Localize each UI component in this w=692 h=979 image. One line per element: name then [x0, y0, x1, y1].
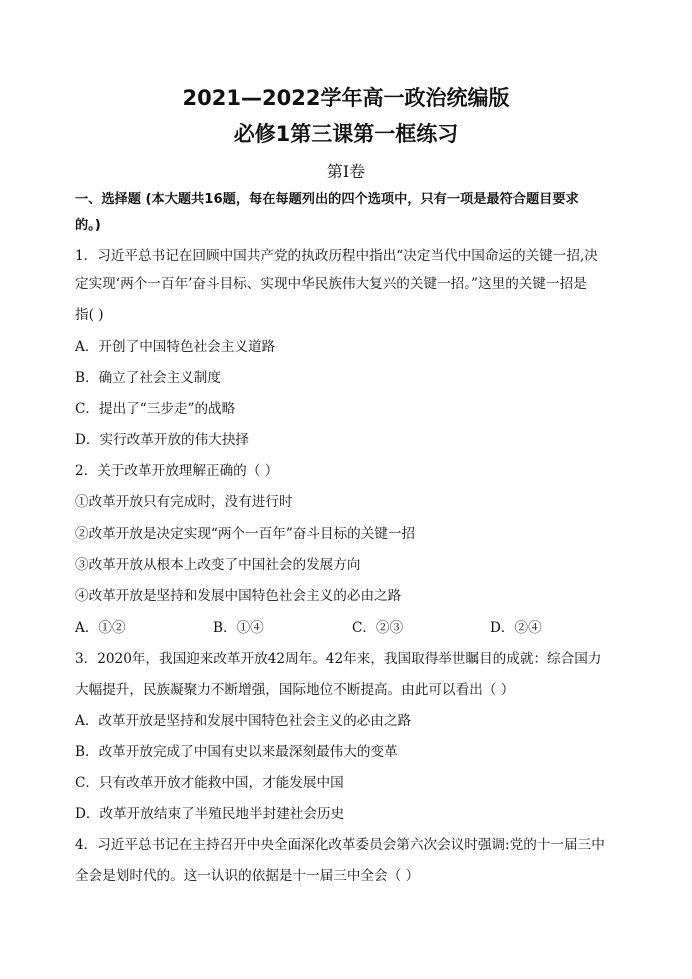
q2-choice-c: C．②③ [352, 620, 404, 636]
q3-option-a: A．改革开放是坚持和发展中国特色社会主义的必由之路 [75, 713, 412, 729]
q2-choice-a: A．①② [75, 620, 126, 636]
volume-label: 第Ⅰ卷 [326, 162, 366, 181]
q1-option-b: B．确立了社会主义制度 [75, 370, 221, 386]
section-heading-line-1: 一、选择题 (本大题共16题，每在每题列出的四个选项中，只有一项是最符合题目要求 [75, 192, 579, 207]
q4-stem-line-2: 全会是划时代的。这一认识的依据是十一届三中全会（ ） [75, 868, 420, 884]
title-line-2: 必修1第三课第一框练习 [233, 122, 459, 146]
q3-option-c: C．只有改革开放才能救中国，才能发展中国 [75, 775, 344, 791]
q2-statement-1: ①改革开放只有完成时，没有进行时 [75, 494, 293, 510]
q2-choice-d: D．②④ [490, 620, 542, 636]
section-heading-line-2: 的。) [75, 218, 101, 233]
q2-statement-2: ②改革开放是决定实现“两个一百年”奋斗目标的关键一招 [75, 526, 416, 542]
q2-choice-b: B．①④ [213, 620, 264, 636]
q2-statement-3: ③改革开放从根本上改变了中国社会的发展方向 [75, 557, 361, 573]
q2-statement-4: ④改革开放是坚持和发展中国特色社会主义的必由之路 [75, 588, 402, 604]
q1-stem-line-1: 1．习近平总书记在回顾中国共产党的执政历程中指出“决定当代中国命运的关键一招,决 [75, 248, 598, 264]
q2-stem: 2．关于改革开放理解正确的（ ） [75, 463, 279, 479]
q1-option-c: C．提出了“三步走”的战略 [75, 401, 236, 417]
q1-option-a: A．开创了中国特色社会主义道路 [75, 339, 276, 355]
q3-option-b: B．改革开放完成了中国有史以来最深刻最伟大的变革 [75, 744, 398, 760]
title-line-1: 2021—2022学年高一政治统编版 [182, 86, 510, 110]
q1-stem-line-3: 指( ) [75, 307, 104, 323]
q1-stem-line-2: 定实现‘两个一百年’奋斗目标、实现中华民族伟大复兴的关键一招。”这里的关键一招是 [75, 276, 587, 292]
q3-stem-line-2: 大幅提升，民族凝聚力不断增强，国际地位不断提高。由此可以看出（ ） [75, 682, 515, 698]
q3-option-d: D．改革开放结束了半殖民地半封建社会历史 [75, 806, 345, 822]
q4-stem-line-1: 4．习近平总书记在主持召开中央全面深化改革委员会第六次会议时强调:党的十一届三中 [75, 837, 605, 853]
q3-stem-line-1: 3．2020年，我国迎来改革开放42周年。42年来，我国取得举世瞩目的成就：综合国力 [75, 651, 602, 667]
q1-option-d: D．实行改革开放的伟大抉择 [75, 432, 250, 448]
